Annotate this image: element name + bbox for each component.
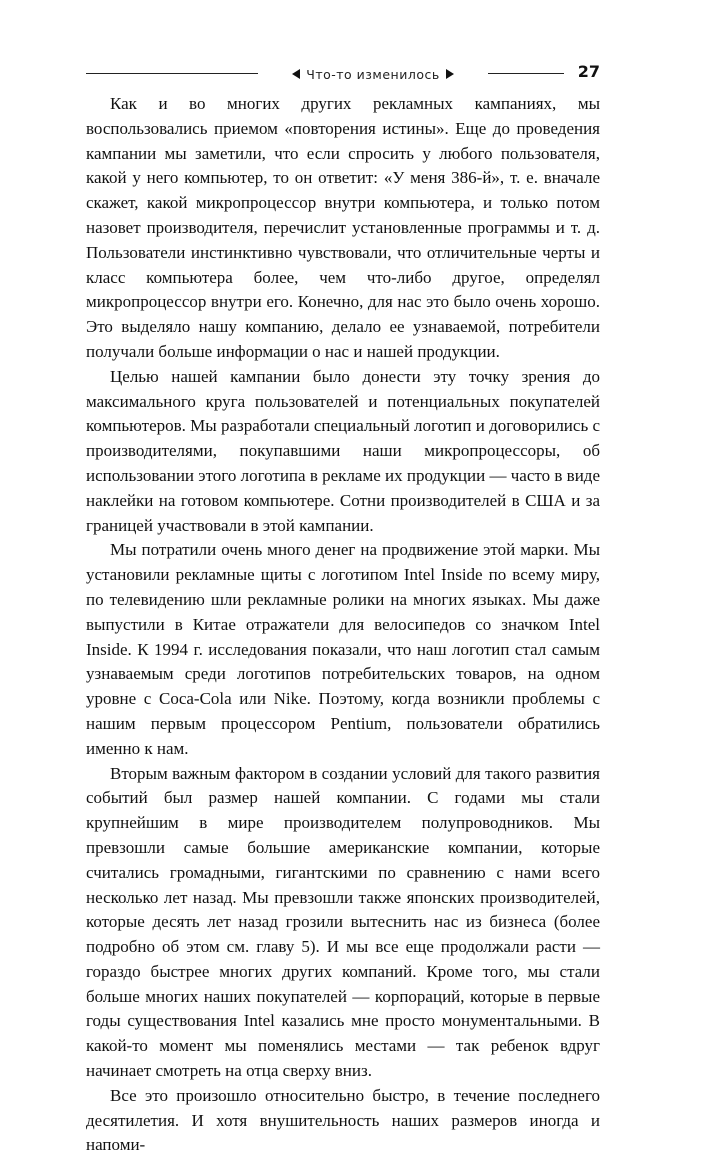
running-title: Что-то изменилось [306, 66, 440, 82]
body-text [86, 92, 600, 1158]
running-title-block [258, 64, 488, 84]
page-number: 27 [577, 62, 600, 81]
paragraph-3: Мы потратили очень много денег на продвижение этой марки. Мы установили рекламные щиты с логотипом Intel Inside по всему миру, по телевидению шли рекламные ролики на многих языках. Мы даже выпустили в Китае отражатели для велосипедов со значком Intel Inside. К 1994 г. исследования показали, что наш логотип стал самым узнаваемым среди логотипов потребительских товаров, на одном уровне с Coca-Cola или Nike. Поэтому, когда возникли проблемы с нашим первым процессором Pentium, пользователи обратились именно к нам. [86, 540, 600, 758]
header-rule-right [488, 73, 564, 74]
triangle-right-icon [446, 69, 454, 79]
running-header [86, 64, 600, 84]
header-rule-left [86, 73, 258, 74]
paragraph-2: Целью нашей кампании было донести эту точку зрения до максимального круга пользователей и потенциальных покупателей компьютеров. Мы разработали специальный логотип и договорились с производителями, покупавшими наши микропроцессоры, об использовании этого логотипа в рекламе их продукции — часто в виде наклейки на готовом компьютере. Сотни производителей в США и за границей участвовали в этой кампании. [86, 366, 600, 535]
paragraph-1: Как и во многих других рекламных кампаниях, мы воспользовались приемом «повторения истины». Еще до проведения кампании мы заметили, что если спросить у любого пользователя, какой у него компьютер, то он ответит: «У меня 386-й», т. е. вначале скажет, какой микропроцессор внутри компьютера, и только потом назовет производителя, перечислит установленные программы и т. д. Пользователи инстинктивно чувствовали, что отличительные черты и класс компьютера более, чем что-либо другое, определял микропроцессор внутри его. Конечно, для нас это было очень хорошо. Это выделяло нашу компанию, делало ее узнаваемой, потребители получали больше информации о нас и нашей продукции. [86, 94, 600, 361]
paragraph-5: Все это произошло относительно быстро, в течение последнего десятилетия. И хотя внушительность наших размеров иногда и напоми- [86, 1085, 600, 1155]
paragraph-4: Вторым важным фактором в создании условий для такого развития событий был размер нашей компании. С годами мы стали крупнейшим в мире производителем полупроводников. Мы превзошли самые большие американские компании, которые считались громадными, гигантскими по сравнению с нами всего несколько лет назад. Мы превзошли также японских производителей, которые десять лет назад грозили вытеснить нас из бизнеса (более подробно об этом см. главу 5). И мы все еще продолжали расти — гораздо быстрее многих других компаний. Кроме того, мы стали больше многих наших покупателей — корпораций, которые в первые годы существования Intel казались мне просто монументальными. В какой-то момент мы поменялись местами — так ребенок вдруг начинает смотреть на отца сверху вниз. [86, 763, 600, 1081]
triangle-left-icon [292, 69, 300, 79]
